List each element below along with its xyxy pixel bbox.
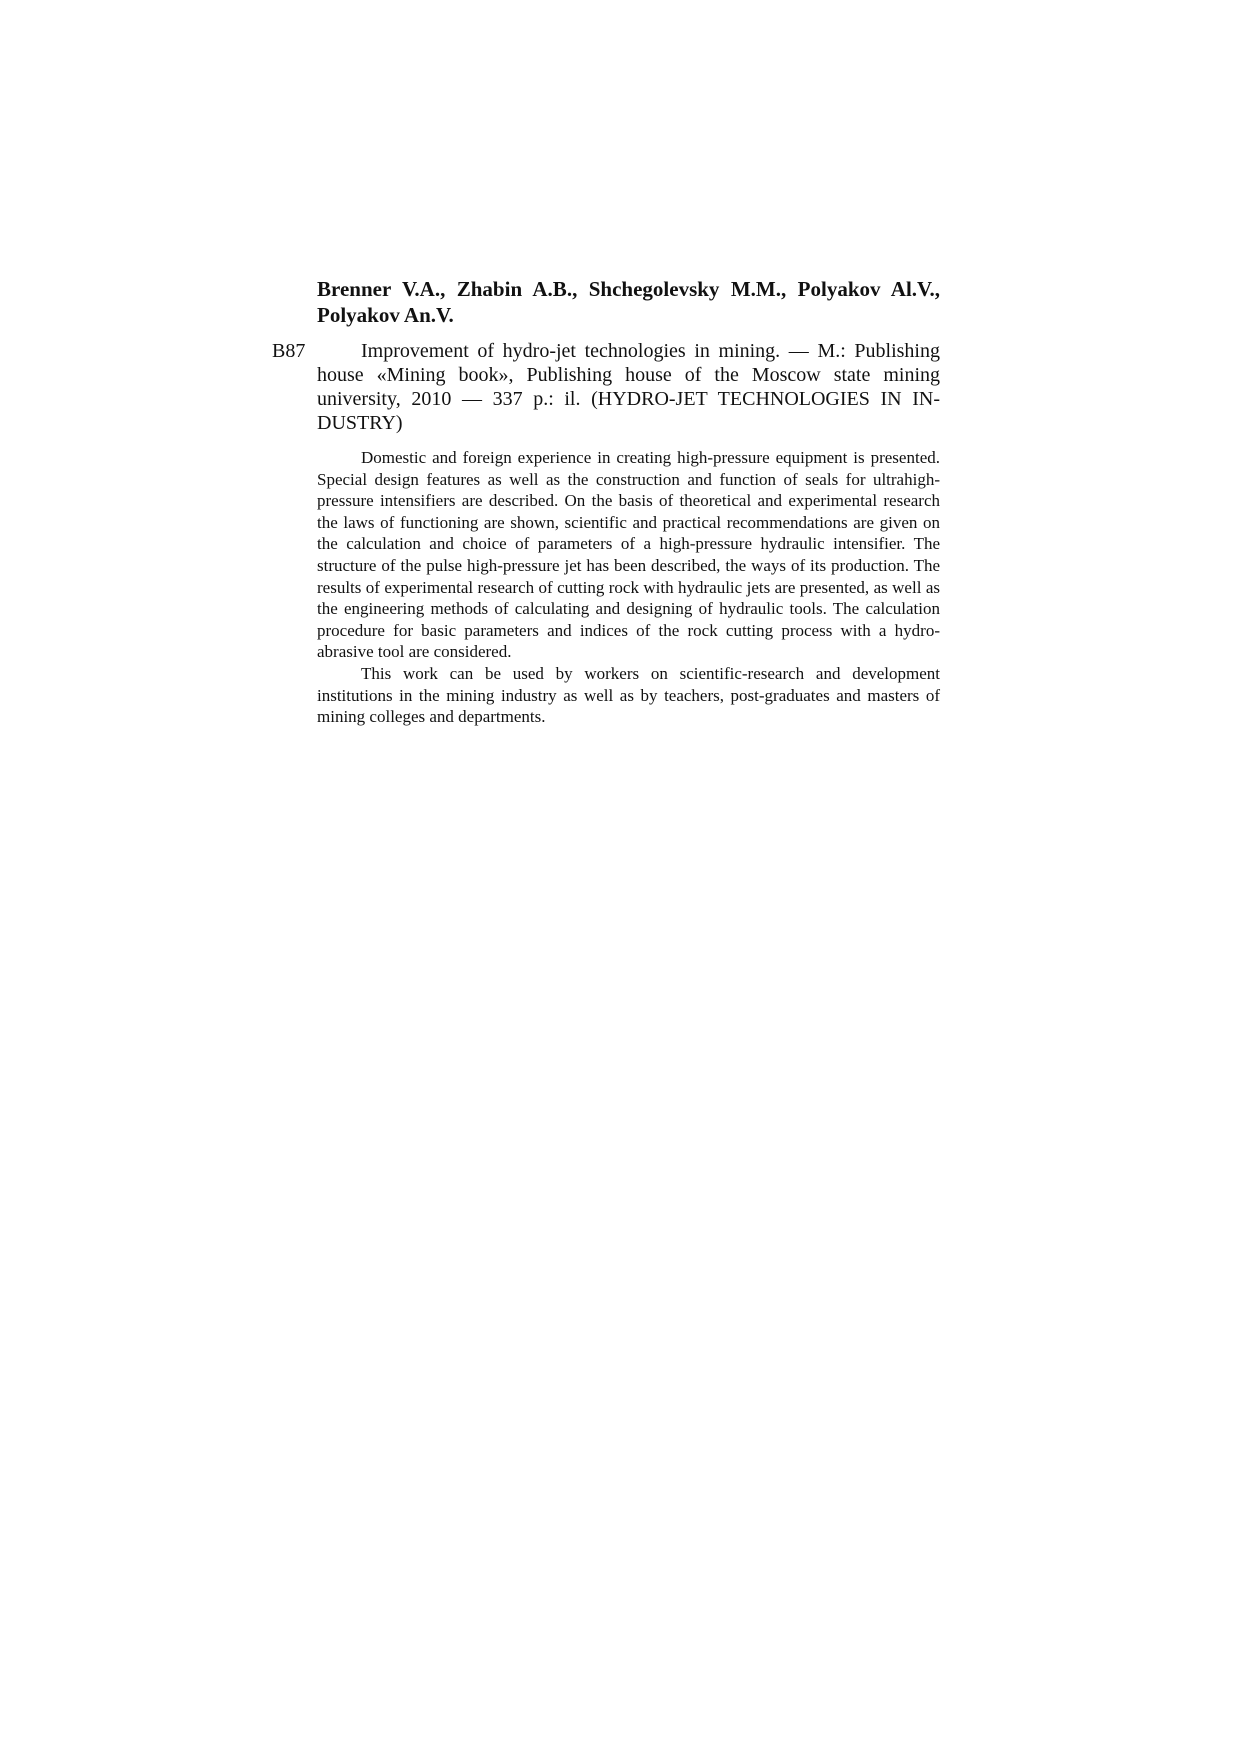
abstract-paragraph-2: This work can be used by workers on scientific-research and development institutions in the mining industry as well as by teachers, post-graduates and masters of mining colleges and departments. (317, 663, 940, 727)
catalog-code: B87 (272, 340, 306, 362)
abstract (317, 447, 940, 728)
authors-line: Brenner V.A., Zhabin A.B., Shchegolevsky M.M., Polyakov Al.V., Polyakov An.V. (317, 277, 940, 327)
bibliographic-citation: Improvement of hydro-jet technologies in mining. — M.: Publishing house «Mining book», Publishing house of the Moscow state mining university, 2010 — 337 p.: il. (HYDRO-JET TECHNOLOGIES IN INDUSTRY) (317, 340, 940, 434)
abstract-paragraph-1: Domestic and foreign experience in creating high-pressure equipment is presented. Special design features as well as the construction and function of seals for ultrahigh-pressure intensifiers are described. On the basis of theoretical and experimental research the laws of functioning are shown, scientific and practical recommendations are given on the calculation and choice of parameters of a high-pressure hydraulic intensifier. The structure of the pulse high-pressure jet has been described, the ways of its production. The results of experimental research of cutting rock with hydraulic jets are presented, as well as the engineering methods of calculating and designing of hydraulic tools. The calculation procedure for basic parameters and indices of the rock cutting process with a hydro-abrasive tool are considered. (317, 448, 940, 662)
